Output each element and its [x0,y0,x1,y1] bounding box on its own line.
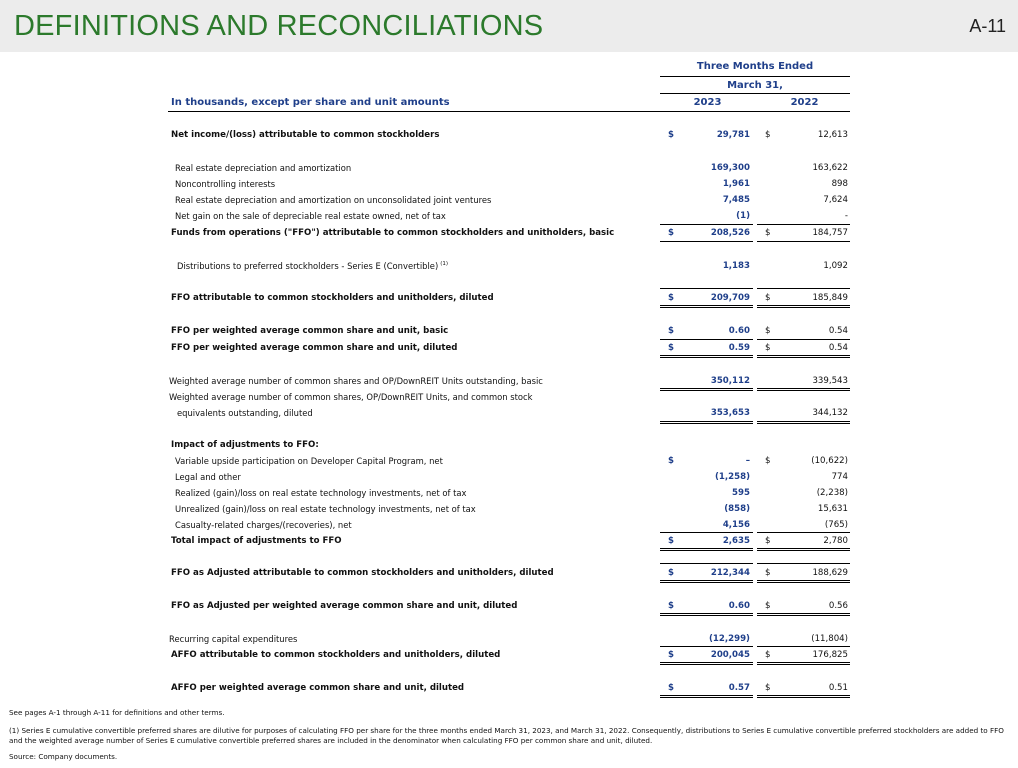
subtotal-rule [660,224,753,225]
value-2023: (858) [724,504,750,514]
value-2023: 169,300 [710,163,750,173]
value-2023: 1,183 [722,261,750,271]
value-2023: 29,781 [716,130,750,140]
currency-symbol: $ [765,228,771,238]
currency-symbol: $ [765,536,771,546]
value-2022: - [844,211,848,221]
value-2023: 200,045 [710,650,750,660]
value-2022: (11,804) [811,634,848,644]
table-row [0,390,1018,404]
footnote-marker: (1) [440,261,449,267]
subtotal-rule [757,563,850,564]
subtotal-rule [757,224,850,225]
column-group-subtitle: March 31, [727,80,783,91]
table-row [0,226,1018,240]
column-header-2022: 2022 [790,97,819,108]
table-row [0,209,1018,223]
currency-symbol: $ [765,650,771,660]
value-2023: 0.57 [728,683,750,693]
row-label: Variable upside participation on Developer Capital Program, net [175,456,443,466]
row-label: Recurring capital expenditures [169,634,298,644]
header-rule [660,76,850,77]
currency-symbol: $ [668,343,674,353]
value-2022: 12,613 [817,130,848,140]
table-row [0,486,1018,500]
column-header-2023: 2023 [693,97,722,108]
currency-symbol: $ [668,130,674,140]
table-row [0,534,1018,548]
table-row [0,291,1018,305]
currency-symbol: $ [765,343,771,353]
total-double-rule [660,355,753,358]
row-label: Weighted average number of common shares, OP/DownREIT Units, and common stock [169,392,533,402]
header-rule [660,93,850,94]
currency-symbol: $ [668,601,674,611]
currency-symbol: $ [668,568,674,578]
subtotal-rule [757,532,850,533]
table-row [0,648,1018,662]
currency-symbol: $ [668,293,674,303]
row-label: Weighted average number of common shares and OP/DownREIT Units outstanding, basic [169,376,543,386]
row-label: AFFO per weighted average common share and unit, diluted [171,683,465,693]
value-2022: 0.56 [828,601,848,611]
row-label: Realized (gain)/loss on real estate technology investments, net of tax [175,488,467,498]
value-2023: 2,635 [722,536,750,546]
currency-symbol: $ [765,683,771,693]
row-label: FFO as Adjusted attributable to common stockholders and unitholders, diluted [171,568,554,578]
subtotal-rule [660,563,753,564]
row-label: Net gain on the sale of depreciable real estate owned, net of tax [175,211,446,221]
currency-symbol: $ [765,601,771,611]
row-label: FFO attributable to common stockholders and unitholders, diluted [171,293,494,303]
total-double-rule [660,580,753,583]
total-double-rule [757,613,850,616]
value-2022: 2,780 [823,536,848,546]
total-double-rule [757,355,850,358]
table-row [0,518,1018,532]
header-rule [168,111,850,112]
column-group-title: Three Months Ended [696,61,814,72]
units-label: In thousands, except per share and unit amounts [171,97,450,108]
value-2022: 339,543 [812,376,848,386]
total-double-rule [757,548,850,551]
row-label: Total impact of adjustments to FFO [171,536,342,546]
total-double-rule [660,421,753,424]
value-2022: 0.54 [828,343,848,353]
total-double-rule [757,580,850,583]
row-label: equivalents outstanding, diluted [177,408,313,418]
table-row [0,177,1018,191]
table-row [0,502,1018,516]
currency-symbol: $ [765,130,771,140]
value-2022: 0.54 [828,326,848,336]
total-double-rule [660,305,753,308]
table-row [0,470,1018,484]
value-2022: 774 [831,472,848,482]
value-2022: 7,624 [823,195,848,205]
value-2022: 185,849 [812,293,848,303]
section-heading: Impact of adjustments to FFO: [171,440,319,450]
table-row [0,438,1018,452]
row-label: Noncontrolling interests [175,179,276,189]
row-label: FFO per weighted average common share and unit, diluted [171,343,458,353]
page-number: A-11 [969,16,1006,36]
currency-symbol: $ [668,326,674,336]
total-double-rule [757,695,850,698]
value-2022: (765) [824,520,848,530]
table-row [0,566,1018,580]
table-row [0,161,1018,175]
table-row [0,406,1018,420]
value-2022: 1,092 [823,261,848,271]
table-row [0,681,1018,695]
value-2022: (10,622) [811,456,848,466]
value-2023: 350,112 [710,376,750,386]
currency-symbol: $ [668,456,674,466]
currency-symbol: $ [668,228,674,238]
value-2023: 595 [732,488,750,498]
total-double-rule [660,548,753,551]
total-double-rule [757,305,850,308]
page-title: DEFINITIONS AND RECONCILIATIONS [14,10,544,42]
value-2023: 212,344 [710,568,750,578]
table-row [0,324,1018,338]
value-2022: 15,631 [817,504,848,514]
subtotal-rule [660,288,753,289]
subtotal-rule [757,241,850,242]
row-label: Distributions to preferred stockholders - Series E (Convertible) [177,261,439,271]
table-row [0,599,1018,613]
value-2023: (1) [736,211,750,221]
subtotal-rule [757,646,850,647]
footnote-source: Source: Company documents. [9,752,118,761]
value-2023: (12,299) [708,634,750,644]
value-2022: (2,238) [816,488,848,498]
table-row [0,193,1018,207]
table-row [0,632,1018,646]
row-label: Real estate depreciation and amortization [175,163,352,173]
value-2022: 0.51 [828,683,848,693]
value-2023: 353,653 [710,408,750,418]
table-row [0,341,1018,355]
total-double-rule [757,421,850,424]
value-2023: (1,258) [714,472,750,482]
row-label: Unrealized (gain)/loss on real estate technology investments, net of tax [175,504,476,514]
table-row [0,454,1018,468]
value-2023: – [745,456,750,466]
value-2022: 188,629 [812,568,848,578]
row-label: AFFO attributable to common stockholders and unitholders, diluted [171,650,501,660]
value-2022: 344,132 [812,408,848,418]
row-label: Funds from operations ("FFO") attributable to common stockholders and unitholders, basic [171,228,615,238]
subtotal-rule [660,339,753,340]
subtotal-rule [757,288,850,289]
subtotal-rule [660,241,753,242]
subtotal-rule [757,339,850,340]
row-label: FFO per weighted average common share and unit, basic [171,326,449,336]
value-2023: 4,156 [722,520,750,530]
value-2023: 0.60 [728,601,750,611]
value-2022: 163,622 [812,163,848,173]
currency-symbol: $ [668,683,674,693]
currency-symbol: $ [765,456,771,466]
currency-symbol: $ [765,568,771,578]
value-2023: 208,526 [710,228,750,238]
total-double-rule [660,695,753,698]
subtotal-rule [660,646,753,647]
footnote-1: (1) Series E cumulative convertible preferred shares are dilutive for purposes of calculating FFO per share for the three months ended March 31, 2023, and March 31, 2022. Consequently, distributions to Series E cumulative convertible preferred stockholders are added to FFO and the weighted average number of Series E cumulative convertible preferred shares are included in the denominator when calculating FFO per common share and unit, diluted. [9,726,1004,745]
row-label: Casualty-related charges/(recoveries), net [175,520,352,530]
value-2022: 898 [831,179,848,189]
currency-symbol: $ [668,536,674,546]
table-row [0,374,1018,388]
value-2023: 209,709 [710,293,750,303]
row-label: FFO as Adjusted per weighted average common share and unit, diluted [171,601,518,611]
value-2023: 0.60 [728,326,750,336]
total-double-rule [757,662,850,665]
value-2022: 184,757 [812,228,848,238]
header-bar [0,0,1018,52]
row-label: Net income/(loss) attributable to common stockholders [171,130,440,140]
value-2023: 7,485 [722,195,750,205]
currency-symbol: $ [668,650,674,660]
row-label: Real estate depreciation and amortization on unconsolidated joint ventures [175,195,492,205]
total-double-rule [660,662,753,665]
currency-symbol: $ [765,293,771,303]
value-2023: 1,961 [722,179,750,189]
value-2023: 0.59 [728,343,750,353]
table-row [0,259,1018,273]
value-2022: 176,825 [812,650,848,660]
currency-symbol: $ [765,326,771,336]
total-double-rule [660,613,753,616]
footnote-see-pages: See pages A-1 through A-11 for definitions and other terms. [9,708,225,717]
row-label: Legal and other [175,472,241,482]
table-row [0,128,1018,142]
subtotal-rule [660,532,753,533]
